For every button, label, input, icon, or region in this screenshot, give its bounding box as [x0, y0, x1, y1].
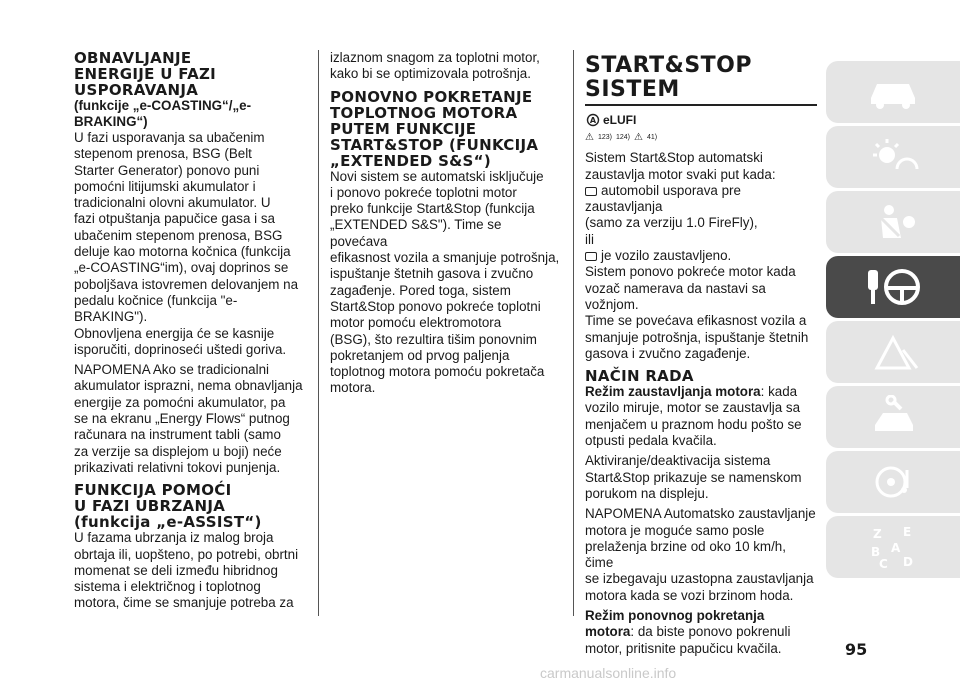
svg-text:E: E — [903, 525, 912, 539]
car-icon — [863, 72, 923, 112]
warning-road-icon — [863, 330, 923, 374]
svg-text:B: B — [871, 545, 881, 559]
paragraph-energy-recovery: U fazi usporavanja sa ubačenim stepenom prenosa, BSG (Belt Starter Generator) ponovo puni pomoćni litijumski akumulator i tradicionalni olovni akumulator. U fazi otpuštanja papučice gasa i sa ubačenim stepenom prenosa, BSG deluje kao motorna kočnica (funkcija „e-COASTING“im), ovaj doprinos se poboljšava istovremen delovanjem na pedalu kočnice (funkcija "e-BRAKING"). Obnovljena energija će se kasnije isporučiti, doprinoseći uštedi goriva. — [74, 130, 299, 357]
warning-references: ⚠ 123) 124) ⚠ 41) — [585, 130, 817, 146]
tab-car[interactable] — [826, 61, 960, 123]
paragraph-restart-mode: Režim ponovnog pokretanja motora: da biste ponovo pokrenuli motor, pritisnite papučicu kvačila. — [585, 608, 791, 656]
svg-text:A: A — [891, 541, 901, 555]
paragraph-continuation: izlaznom snagom za toplotni motor, kako bi se optimizovala potrošnja. — [330, 50, 540, 82]
tab-dashboard[interactable] — [826, 126, 960, 188]
subheading-energy-recovery: (funkcije „e-COASTING“/„e- BRAKING“) — [74, 98, 252, 129]
svg-text:A: A — [589, 116, 597, 126]
chapter-tabs — [826, 61, 960, 581]
start-stop-logo: A eLUFI — [585, 112, 817, 128]
warning-triangle-icon: ⚠ — [585, 132, 594, 144]
tab-maintenance[interactable] — [826, 386, 960, 448]
column-divider — [573, 50, 574, 616]
svg-text:C: C — [879, 557, 888, 571]
paragraph-e-assist: U fazama ubrzanja iz malog broja obrtaja ili, uopšteno, po potrebi, obrtni momenat se deli između hibridnog sistema i električnog i toplotnog motora, čime se smanjuje potreba za — [74, 530, 299, 611]
note-auto-stop: NAPOMENA Automatsko zaustavljanje motora je moguće samo posle prelaženja brzine od oko 10 km/h, čime se izbegavaju uzastopna zaustavljanja motora kada se vozi brzinom hoda. — [585, 506, 816, 603]
section-title: START&STOP SISTEM — [585, 53, 752, 102]
alphabet-index-icon — [863, 522, 923, 572]
svg-text:D: D — [903, 555, 913, 569]
column-divider — [318, 50, 319, 616]
wrench-car-icon — [863, 395, 923, 439]
column-left — [74, 50, 306, 616]
paragraph-intro: Sistem Start&Stop automatski zaustavlja motor svaki put kada: automobil usporava pre zaustavljanja (samo za verziju 1.0 FireFly), ili je vozilo zaustavljeno. Sistem ponovo pokreće motor kada vozač namerava da nastavi sa vožnjom. Time se povećava efikasnost vozila a smanjuje potrošnja, ispuštanje štetnih gasova i zvučno zagađenje. — [585, 150, 809, 361]
column-right — [585, 50, 817, 661]
paragraph-stop-mode: Režim zaustavljanja motora: kada vozilo miruje, motor se zaustavlja sa menjačem u praznom hodu pošto se otpusti pedala kvačila. — [585, 384, 802, 449]
watermark: carmanualsonline.info — [540, 665, 677, 681]
note-battery: NAPOMENA Ako se tradicionalni akumulator isprazni, nema obnavljanja energije za pomoćni akumulator, pa se na ekranu „Energy Flows“ putnog računara na instrument tabli (samo za verzije sa displejom u boji) neće prikazivati relativni tokovi punjenja. — [74, 362, 303, 475]
tab-index[interactable] — [826, 516, 960, 578]
start-stop-icon — [585, 113, 601, 127]
tab-safety[interactable] — [826, 191, 960, 253]
tab-emergency[interactable] — [826, 321, 960, 383]
heading-energy-recovery: OBNAVLJANJE ENERGIJE U FAZI USPORAVANJA — [74, 49, 217, 99]
tab-multimedia[interactable] — [826, 451, 960, 513]
heading-restart: PONOVNO POKRETANJE TOPLOTNOG MOTORA PUTEM FUNKCIJE START&STOP (FUNKCIJA „EXTENDED S&S“) — [330, 87, 539, 170]
column-middle — [330, 50, 562, 401]
car-bullet-icon — [585, 252, 597, 261]
warning-triangle-icon: ⚠ — [634, 132, 643, 144]
heading-operation-mode: NAČIN RADA — [585, 367, 694, 386]
seatbelt-airbag-icon — [863, 200, 923, 244]
sun-dashboard-icon — [863, 135, 923, 179]
heading-e-assist: FUNKCIJA POMOĆI U FAZI UBRZANJA (funkcija „e-ASSIST“) — [74, 481, 262, 532]
svg-text:Z: Z — [873, 527, 882, 541]
page-number: 95 — [845, 640, 868, 659]
car-bullet-icon — [585, 187, 597, 196]
paragraph-restart: Novi sistem se automatski isključuje i ponovo pokreće toplotni motor preko funkcije Start&Stop (funkcija „EXTENDED S&S"). Time se povećava efikasnost vozila a smanjuje potrošnja, ispuštanje štetnih gasova i zvučno zagađenje. Pored toga, sistem Start&Stop ponovo pokreće toplotni motor pomoću elektromotora (BSG), što rezultira tišim ponovnim pokretanjem od prvog paljenja toplotnog motora pomoću pokretača motora. — [330, 168, 560, 396]
media-icon — [863, 460, 923, 504]
tab-start-drive[interactable] — [826, 256, 960, 318]
title-rule — [585, 104, 817, 106]
key-steering-wheel-icon — [858, 262, 928, 312]
paragraph-activation: Aktiviranje/deaktivacija sistema Start&Stop prikazuje se namenskom porukom na displeju. — [585, 453, 802, 501]
